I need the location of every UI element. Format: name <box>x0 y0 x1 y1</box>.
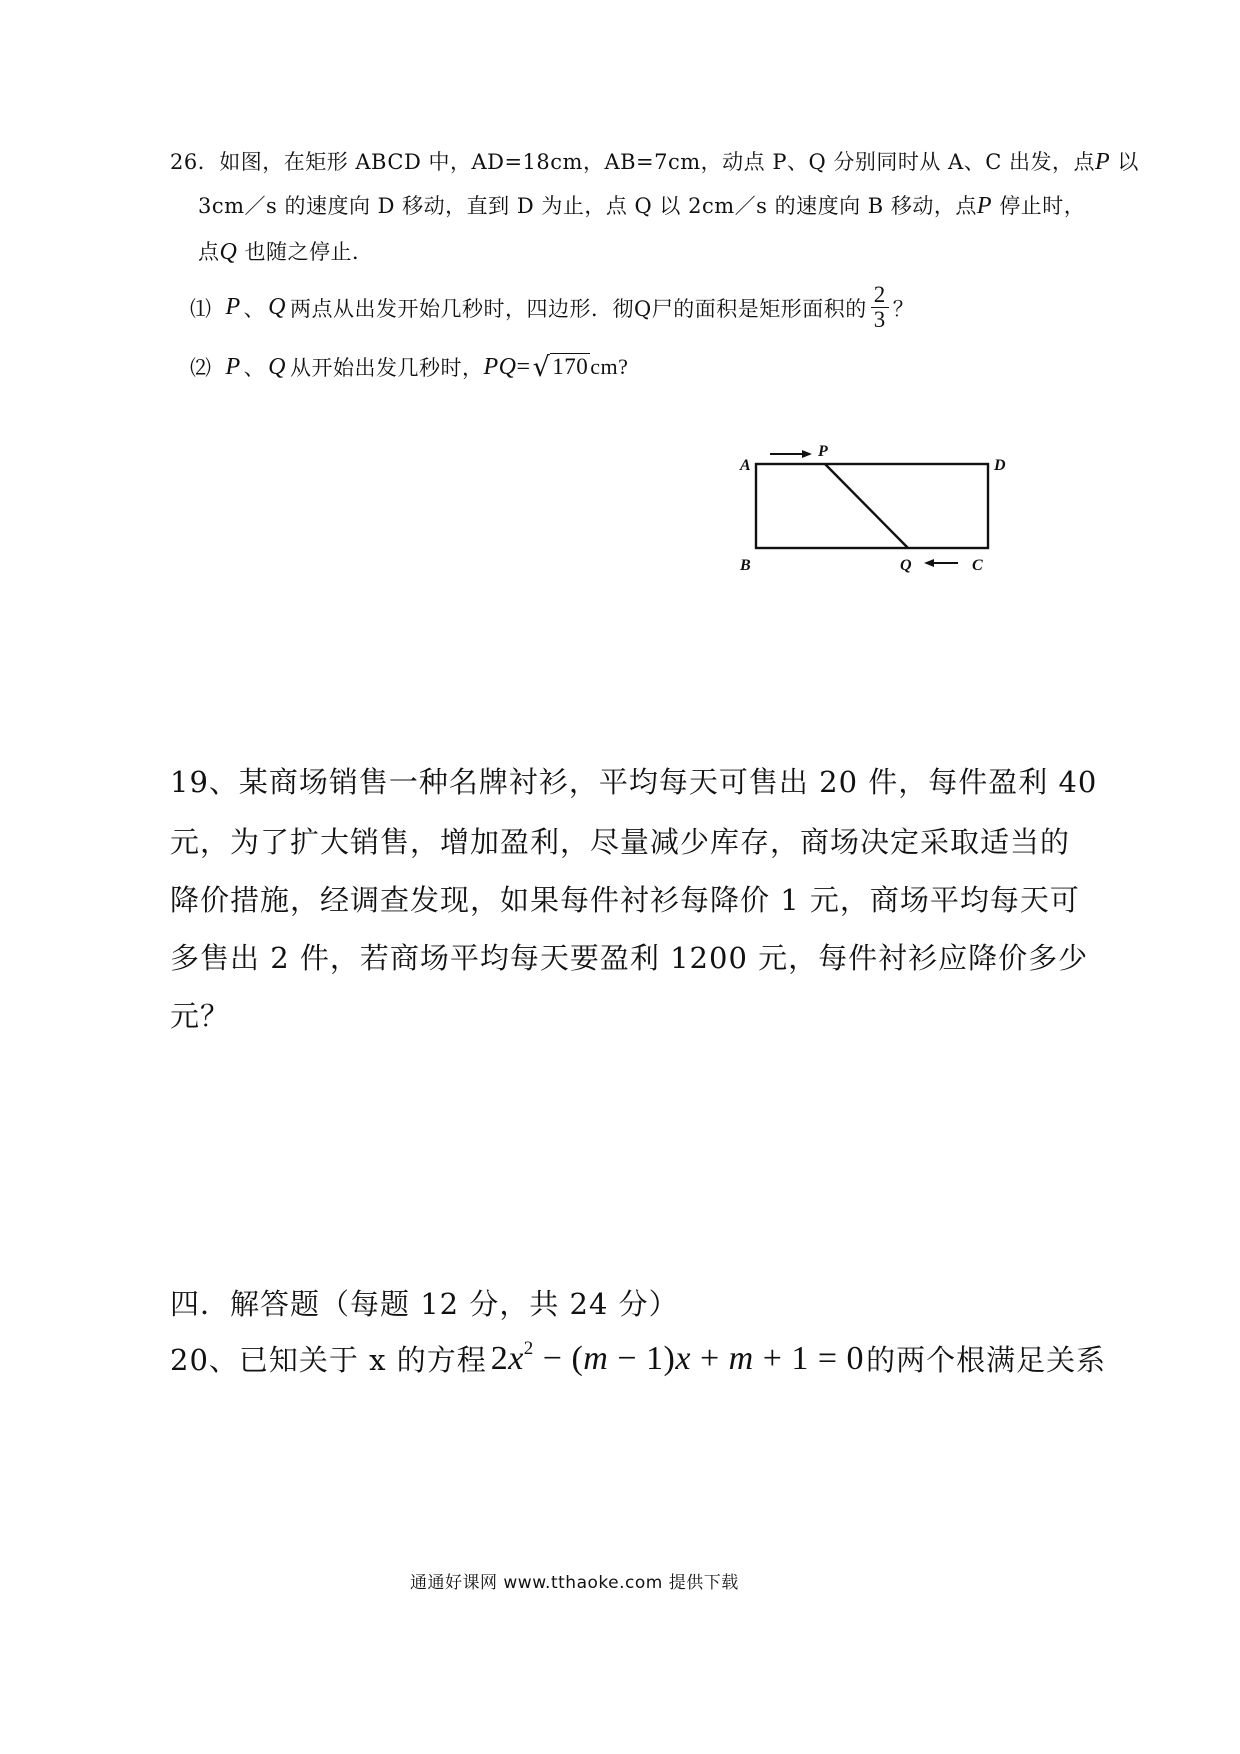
problem-26-line-1-text: 26．如图，在矩形 ABCD 中，AD=18cm，AB=7cm，动点 P、Q 分别同时从 A、C 出发，点 <box>170 150 1095 174</box>
variable-q: Q <box>268 353 287 380</box>
question-number: ⑴ <box>190 296 212 321</box>
label-p: P <box>818 443 828 460</box>
separator: 、 <box>243 296 266 321</box>
problem-19-line-1: 19、某商场销售一种名牌衬衫，平均每天可售出 20 件，每件盈利 40 <box>170 765 1098 799</box>
equation <box>490 1337 865 1378</box>
separator: 、 <box>243 356 266 380</box>
fraction <box>871 283 889 332</box>
variable-q: Q <box>268 294 287 321</box>
problem-26-line-1-end: 以 <box>1110 150 1139 174</box>
label-a: A <box>740 457 751 474</box>
problem-19-line-5: 元？ <box>170 999 231 1033</box>
variable-p: P <box>225 294 241 321</box>
problem-26-line-3 <box>198 236 374 266</box>
equation-exponent: 2 <box>523 1337 534 1359</box>
problem-26-question-2 <box>190 352 628 382</box>
label-q: Q <box>900 557 912 574</box>
expression-pq: PQ <box>483 353 517 380</box>
variable-p: P <box>1094 149 1111 175</box>
problem-19-line-2: 元，为了扩大销售，增加盈利，尽量减少库存，商场决定采取适当的 <box>170 825 1071 859</box>
label-c: C <box>972 557 983 574</box>
rectangle-diagram <box>730 440 1020 580</box>
problem-26-line-2-text: 3cm／s 的速度向 D 移动，直到 D 为止，点 Q 以 2cm／s 的速度向 B 移动，点 <box>198 194 977 218</box>
equation-variable-x: x <box>508 1339 524 1377</box>
problem-20-prefix: 20、已知关于 x 的方程 <box>170 1343 487 1377</box>
problem-26-question-1 <box>190 283 914 332</box>
arrow-right-icon <box>770 450 812 458</box>
equation-operator: − 1) <box>608 1339 676 1377</box>
equation-end: + 1 = 0 <box>753 1339 865 1377</box>
variable-p: P <box>976 193 993 219</box>
equation-coefficient: 2 <box>490 1339 509 1377</box>
unit: cm? <box>590 354 629 379</box>
arrow-left-icon <box>924 559 958 567</box>
footer-text: 通通好课网 www.tthaoke.com 提供下载 <box>410 1573 739 1593</box>
radical-icon: √ <box>532 351 551 383</box>
fraction-denominator: 3 <box>873 307 886 333</box>
radicand: 170 <box>552 354 589 380</box>
equation-variable-m: m <box>728 1339 754 1377</box>
problem-26-line-3-end: 也随之停止． <box>237 240 374 264</box>
problem-26-line-1 <box>170 146 1139 176</box>
problem-26-line-2 <box>198 190 1085 220</box>
question-mark: ？ <box>892 296 915 321</box>
label-d: D <box>994 457 1006 474</box>
question-1-text: 两点从出发开始几秒时，四边形．彻Q尸的面积是矩形面积的 <box>290 296 867 321</box>
question-number: ⑵ <box>190 356 212 380</box>
equation-variable-m: m <box>583 1339 609 1377</box>
segment-pq <box>825 464 908 548</box>
problem-19-line-3: 降价措施，经调查发现，如果每件衬衫每降价 1 元，商场平均每天可 <box>170 883 1080 917</box>
fraction-numerator: 2 <box>871 283 889 308</box>
variable-q: Q <box>219 239 238 265</box>
label-b: B <box>740 557 751 574</box>
question-2-text: 从开始出发几秒时， <box>290 356 484 380</box>
problem-19-line-4: 多售出 2 件，若商场平均每天要盈利 1200 元，每件衬衫应降价多少 <box>170 941 1089 975</box>
rectangle-abcd <box>756 464 988 548</box>
square-root <box>532 351 591 383</box>
problem-26-line-2-end: 停止时， <box>992 194 1086 218</box>
problem-26-line-3-text: 点 <box>198 240 220 264</box>
equation-operator: − ( <box>533 1339 584 1377</box>
problem-20-line-1 <box>170 1338 1106 1379</box>
problem-20-suffix: 的两个根满足关系 <box>866 1343 1107 1377</box>
equation-operator: + <box>690 1339 729 1377</box>
equals-sign: = <box>516 353 531 380</box>
variable-p: P <box>225 353 241 380</box>
section-4-heading: 四．解答题（每题 12 分，共 24 分） <box>170 1287 679 1321</box>
equation-variable-x: x <box>675 1339 691 1377</box>
